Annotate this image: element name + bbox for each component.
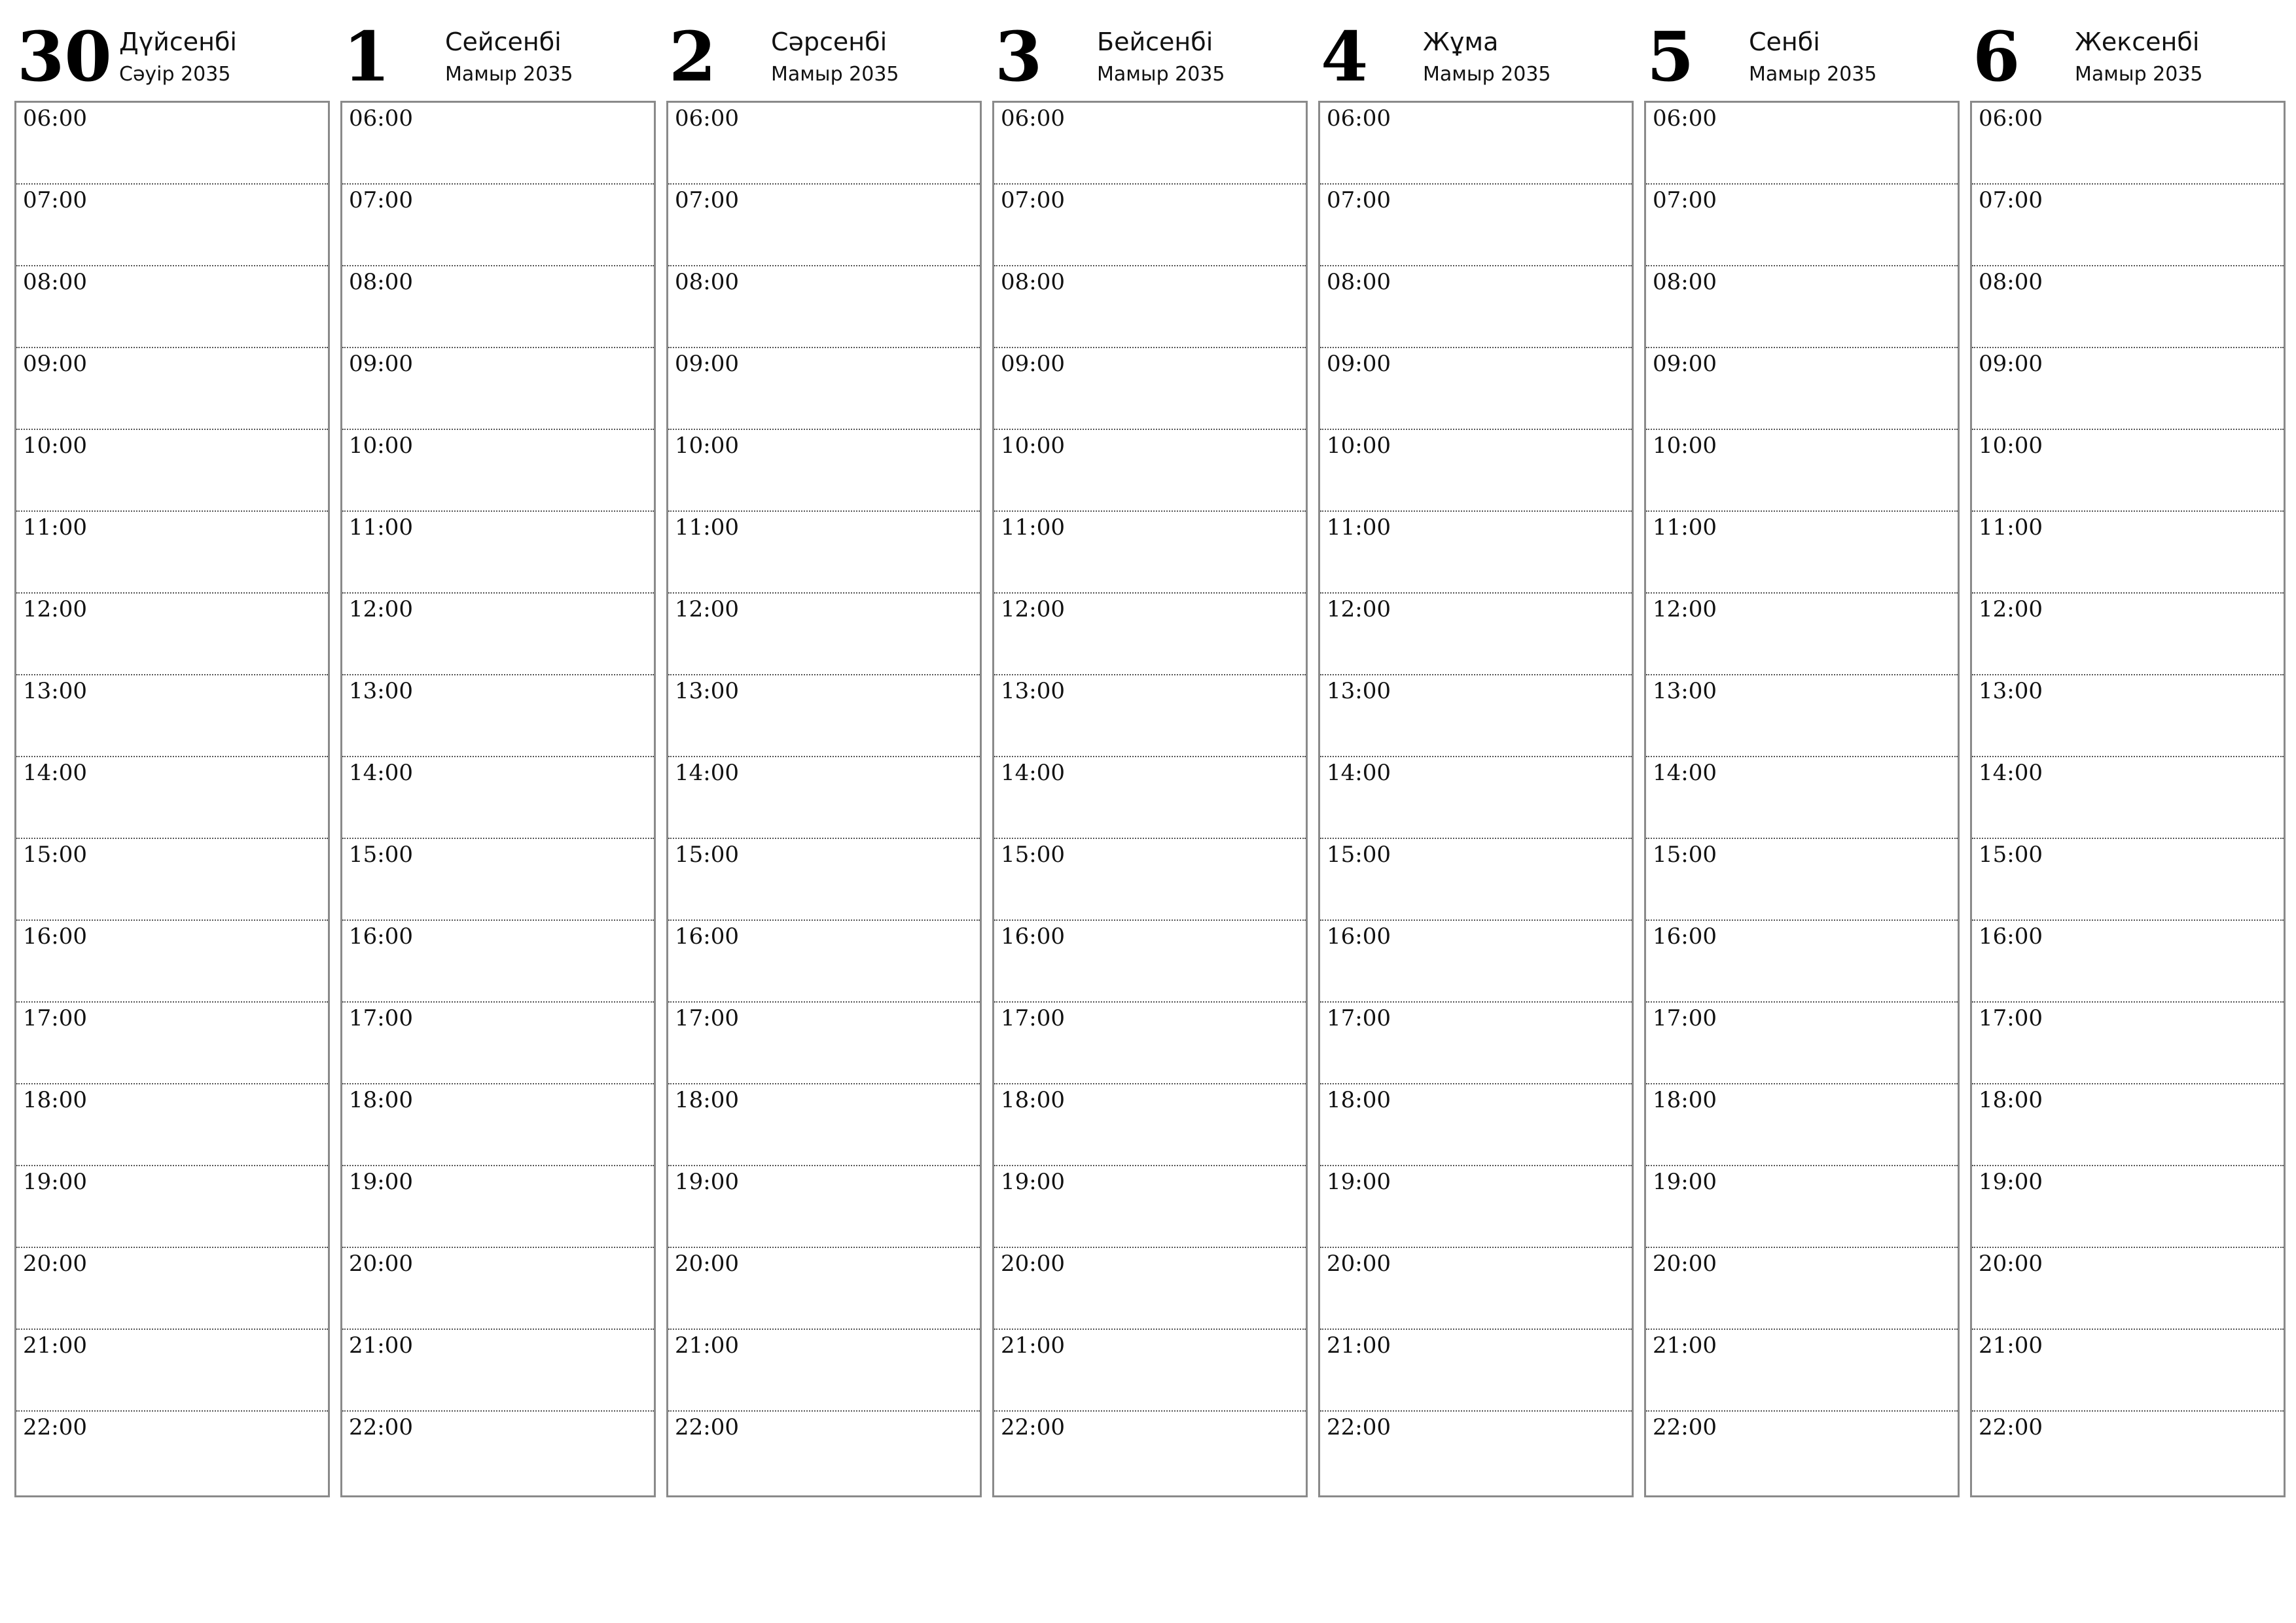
day-schedule-box	[1970, 101, 2286, 1497]
hour-slot[interactable]	[1320, 512, 1632, 594]
hour-label: 21:00	[675, 1332, 739, 1359]
hour-slot[interactable]	[668, 266, 980, 348]
hour-slot[interactable]	[1320, 1003, 1632, 1084]
hour-label: 16:00	[1327, 923, 1391, 950]
hour-slot[interactable]	[994, 757, 1306, 839]
weekly-planner	[14, 0, 2292, 1505]
hour-label: 17:00	[675, 1005, 739, 1031]
hour-label: 15:00	[675, 842, 739, 868]
day-column	[1644, 0, 1958, 1499]
hour-label: 13:00	[1001, 678, 1065, 704]
hour-slot[interactable]	[994, 1412, 1306, 1493]
hour-slot[interactable]	[668, 1003, 980, 1084]
hour-slot[interactable]	[1646, 103, 1958, 185]
hour-label: 10:00	[675, 433, 739, 459]
hour-label: 06:00	[1327, 105, 1391, 132]
hour-slot[interactable]	[1972, 1330, 2284, 1412]
day-column	[666, 0, 980, 1499]
hour-slot[interactable]	[1972, 266, 2284, 348]
hour-label: 22:00	[1653, 1414, 1717, 1440]
hour-label: 17:00	[1327, 1005, 1391, 1031]
hour-slot[interactable]	[1320, 1166, 1632, 1248]
hour-label: 17:00	[1001, 1005, 1065, 1031]
hour-slot[interactable]	[342, 103, 654, 185]
day-header	[340, 0, 655, 99]
hour-slot[interactable]	[16, 839, 328, 921]
hour-label: 14:00	[1327, 760, 1391, 786]
day-number: 2	[669, 16, 717, 97]
day-schedule-box	[1644, 101, 1960, 1497]
day-name: Сейсенбі	[445, 27, 562, 56]
hour-label: 15:00	[1001, 842, 1065, 868]
hour-slot[interactable]	[1320, 266, 1632, 348]
hour-label: 08:00	[1001, 269, 1065, 295]
hour-label: 18:00	[1001, 1087, 1065, 1113]
hour-label: 19:00	[1327, 1169, 1391, 1195]
hour-label: 14:00	[23, 760, 87, 786]
hour-label: 14:00	[1979, 760, 2043, 786]
hour-label: 19:00	[675, 1169, 739, 1195]
hour-label: 13:00	[1327, 678, 1391, 704]
hour-slot[interactable]	[1646, 675, 1958, 757]
hour-slot[interactable]	[1972, 1248, 2284, 1330]
hour-label: 20:00	[675, 1251, 739, 1277]
hour-slot[interactable]	[342, 512, 654, 594]
hour-slot[interactable]	[1320, 430, 1632, 512]
hour-label: 13:00	[349, 678, 413, 704]
hour-label: 07:00	[349, 187, 413, 213]
hour-label: 18:00	[675, 1087, 739, 1113]
day-name: Сәрсенбі	[771, 27, 888, 56]
hour-label: 15:00	[349, 842, 413, 868]
hour-slot[interactable]	[342, 594, 654, 675]
hour-slot[interactable]	[1972, 512, 2284, 594]
hour-label: 10:00	[1001, 433, 1065, 459]
hour-label: 12:00	[1979, 596, 2043, 622]
day-number: 3	[995, 16, 1043, 97]
hour-slot[interactable]	[1320, 757, 1632, 839]
day-month-year: Мамыр 2035	[1423, 63, 1551, 86]
hour-slot[interactable]	[668, 757, 980, 839]
hour-slot[interactable]	[994, 1166, 1306, 1248]
hour-label: 06:00	[1653, 105, 1717, 132]
hour-slot[interactable]	[994, 185, 1306, 266]
hour-label: 08:00	[1979, 269, 2043, 295]
hour-label: 11:00	[1001, 514, 1065, 541]
hour-slot[interactable]	[342, 430, 654, 512]
hour-label: 22:00	[675, 1414, 739, 1440]
hour-slot[interactable]	[1646, 757, 1958, 839]
day-column	[1318, 0, 1632, 1499]
hour-label: 06:00	[349, 105, 413, 132]
hour-slot[interactable]	[342, 1166, 654, 1248]
hour-slot[interactable]	[1320, 1412, 1632, 1493]
day-number: 5	[1647, 16, 1695, 97]
hour-slot[interactable]	[668, 1330, 980, 1412]
hour-label: 15:00	[23, 842, 87, 868]
hour-slot[interactable]	[1646, 348, 1958, 430]
day-month-year: Мамыр 2035	[1097, 63, 1225, 86]
hour-slot[interactable]	[668, 512, 980, 594]
hour-label: 06:00	[675, 105, 739, 132]
hour-slot[interactable]	[1972, 185, 2284, 266]
hour-label: 21:00	[1001, 1332, 1065, 1359]
hour-slot[interactable]	[1646, 839, 1958, 921]
hour-label: 09:00	[349, 351, 413, 377]
hour-label: 12:00	[675, 596, 739, 622]
hour-slot[interactable]	[1320, 185, 1632, 266]
hour-label: 11:00	[1327, 514, 1391, 541]
hour-label: 12:00	[1653, 596, 1717, 622]
hour-slot[interactable]	[342, 675, 654, 757]
hour-label: 07:00	[1001, 187, 1065, 213]
hour-label: 08:00	[349, 269, 413, 295]
hour-slot[interactable]	[342, 1248, 654, 1330]
hour-slot[interactable]	[16, 757, 328, 839]
hour-slot[interactable]	[342, 1412, 654, 1493]
hour-slot[interactable]	[994, 1248, 1306, 1330]
hour-slot[interactable]	[16, 103, 328, 185]
day-number: 1	[343, 16, 391, 97]
hour-slot[interactable]	[342, 839, 654, 921]
hour-slot[interactable]	[1320, 103, 1632, 185]
day-header	[992, 0, 1306, 99]
day-name: Жұма	[1423, 27, 1499, 56]
hour-label: 22:00	[23, 1414, 87, 1440]
hour-slot[interactable]	[668, 1166, 980, 1248]
hour-label: 12:00	[1327, 596, 1391, 622]
day-header	[1318, 0, 1632, 99]
hour-slot[interactable]	[1646, 266, 1958, 348]
day-header	[1644, 0, 1958, 99]
hour-label: 15:00	[1327, 842, 1391, 868]
hour-slot[interactable]	[1646, 185, 1958, 266]
hour-slot[interactable]	[1972, 594, 2284, 675]
hour-slot[interactable]	[1972, 1084, 2284, 1166]
hour-label: 18:00	[23, 1087, 87, 1113]
hour-slot[interactable]	[342, 1330, 654, 1412]
hour-slot[interactable]	[1646, 594, 1958, 675]
hour-label: 09:00	[1001, 351, 1065, 377]
day-month-year: Мамыр 2035	[445, 63, 573, 86]
hour-label: 11:00	[349, 514, 413, 541]
hour-slot[interactable]	[1646, 921, 1958, 1003]
day-schedule-box	[992, 101, 1308, 1497]
hour-slot[interactable]	[1646, 1003, 1958, 1084]
hour-slot[interactable]	[1320, 594, 1632, 675]
hour-slot[interactable]	[994, 921, 1306, 1003]
hour-label: 17:00	[1653, 1005, 1717, 1031]
hour-label: 09:00	[1979, 351, 2043, 377]
hour-slot[interactable]	[1972, 1003, 2284, 1084]
hour-label: 16:00	[23, 923, 87, 950]
hour-label: 10:00	[349, 433, 413, 459]
hour-slot[interactable]	[1320, 348, 1632, 430]
hour-slot[interactable]	[1646, 1084, 1958, 1166]
hour-slot[interactable]	[994, 266, 1306, 348]
hour-slot[interactable]	[994, 1084, 1306, 1166]
hour-label: 09:00	[675, 351, 739, 377]
hour-label: 15:00	[1653, 842, 1717, 868]
hour-slot[interactable]	[1646, 1166, 1958, 1248]
hour-slot[interactable]	[668, 675, 980, 757]
hour-label: 06:00	[1001, 105, 1065, 132]
hour-slot[interactable]	[16, 1084, 328, 1166]
hour-label: 21:00	[1327, 1332, 1391, 1359]
hour-slot[interactable]	[342, 1084, 654, 1166]
hour-label: 18:00	[1979, 1087, 2043, 1113]
hour-label: 19:00	[23, 1169, 87, 1195]
hour-slot[interactable]	[1646, 1412, 1958, 1493]
hour-label: 20:00	[1653, 1251, 1717, 1277]
hour-slot[interactable]	[1972, 839, 2284, 921]
hour-label: 22:00	[349, 1414, 413, 1440]
hour-slot[interactable]	[16, 1412, 328, 1493]
hour-label: 20:00	[1001, 1251, 1065, 1277]
hour-slot[interactable]	[668, 185, 980, 266]
day-month-year: Сәуір 2035	[119, 63, 231, 86]
hour-slot[interactable]	[16, 185, 328, 266]
hour-slot[interactable]	[16, 921, 328, 1003]
hour-slot[interactable]	[668, 348, 980, 430]
hour-label: 06:00	[1979, 105, 2043, 132]
hour-label: 21:00	[1653, 1332, 1717, 1359]
hour-label: 17:00	[349, 1005, 413, 1031]
hour-label: 20:00	[23, 1251, 87, 1277]
hour-slot[interactable]	[342, 266, 654, 348]
hour-slot[interactable]	[1972, 348, 2284, 430]
hour-slot[interactable]	[1320, 1084, 1632, 1166]
hour-label: 09:00	[1327, 351, 1391, 377]
hour-label: 22:00	[1979, 1414, 2043, 1440]
hour-slot[interactable]	[994, 348, 1306, 430]
hour-label: 13:00	[1979, 678, 2043, 704]
hour-label: 22:00	[1001, 1414, 1065, 1440]
hour-label: 21:00	[23, 1332, 87, 1359]
hour-label: 13:00	[1653, 678, 1717, 704]
hour-slot[interactable]	[342, 921, 654, 1003]
hour-label: 12:00	[1001, 596, 1065, 622]
hour-slot[interactable]	[994, 512, 1306, 594]
hour-label: 22:00	[1327, 1414, 1391, 1440]
hour-slot[interactable]	[1646, 1330, 1958, 1412]
hour-slot[interactable]	[668, 594, 980, 675]
hour-slot[interactable]	[668, 103, 980, 185]
hour-slot[interactable]	[1972, 1412, 2284, 1493]
hour-slot[interactable]	[994, 839, 1306, 921]
hour-label: 19:00	[349, 1169, 413, 1195]
hour-slot[interactable]	[1972, 675, 2284, 757]
hour-label: 10:00	[23, 433, 87, 459]
hour-label: 11:00	[675, 514, 739, 541]
hour-label: 18:00	[349, 1087, 413, 1113]
hour-slot[interactable]	[1320, 1248, 1632, 1330]
hour-slot[interactable]	[994, 675, 1306, 757]
day-name: Дүйсенбі	[119, 27, 237, 56]
hour-label: 16:00	[1653, 923, 1717, 950]
day-number: 30	[17, 16, 112, 97]
day-number: 4	[1321, 16, 1369, 97]
hour-slot[interactable]	[1972, 757, 2284, 839]
hour-slot[interactable]	[1646, 430, 1958, 512]
hour-slot[interactable]	[16, 348, 328, 430]
hour-label: 21:00	[349, 1332, 413, 1359]
hour-slot[interactable]	[668, 1412, 980, 1493]
hour-label: 08:00	[1653, 269, 1717, 295]
hour-slot[interactable]	[994, 1330, 1306, 1412]
hour-slot[interactable]	[342, 348, 654, 430]
hour-slot[interactable]	[1320, 921, 1632, 1003]
hour-label: 19:00	[1653, 1169, 1717, 1195]
hour-label: 18:00	[1327, 1087, 1391, 1113]
hour-slot[interactable]	[668, 921, 980, 1003]
day-schedule-box	[1318, 101, 1634, 1497]
hour-label: 14:00	[349, 760, 413, 786]
hour-slot[interactable]	[994, 430, 1306, 512]
hour-label: 07:00	[1653, 187, 1717, 213]
hour-label: 11:00	[23, 514, 87, 541]
hour-label: 10:00	[1979, 433, 2043, 459]
hour-slot[interactable]	[668, 839, 980, 921]
hour-label: 12:00	[349, 596, 413, 622]
hour-slot[interactable]	[1320, 675, 1632, 757]
hour-slot[interactable]	[16, 1248, 328, 1330]
hour-label: 07:00	[23, 187, 87, 213]
hour-slot[interactable]	[16, 594, 328, 675]
hour-slot[interactable]	[668, 1248, 980, 1330]
hour-slot[interactable]	[16, 1330, 328, 1412]
hour-label: 07:00	[1327, 187, 1391, 213]
hour-label: 15:00	[1979, 842, 2043, 868]
hour-slot[interactable]	[16, 675, 328, 757]
hour-label: 19:00	[1001, 1169, 1065, 1195]
hour-label: 11:00	[1653, 514, 1717, 541]
hour-slot[interactable]	[1972, 1166, 2284, 1248]
day-month-year: Мамыр 2035	[1749, 63, 1877, 86]
hour-label: 16:00	[349, 923, 413, 950]
hour-label: 08:00	[675, 269, 739, 295]
hour-label: 12:00	[23, 596, 87, 622]
day-column	[1970, 0, 2284, 1499]
hour-slot[interactable]	[342, 1003, 654, 1084]
day-schedule-box	[340, 101, 656, 1497]
hour-slot[interactable]	[1972, 103, 2284, 185]
hour-label: 17:00	[1979, 1005, 2043, 1031]
hour-label: 08:00	[1327, 269, 1391, 295]
day-column	[340, 0, 655, 1499]
hour-label: 11:00	[1979, 514, 2043, 541]
hour-slot[interactable]	[16, 266, 328, 348]
hour-label: 16:00	[675, 923, 739, 950]
hour-label: 14:00	[1653, 760, 1717, 786]
hour-slot[interactable]	[1972, 430, 2284, 512]
day-header	[666, 0, 980, 99]
hour-slot[interactable]	[668, 1084, 980, 1166]
day-name: Бейсенбі	[1097, 27, 1213, 56]
day-column	[992, 0, 1306, 1499]
hour-slot[interactable]	[1320, 1330, 1632, 1412]
hour-label: 20:00	[349, 1251, 413, 1277]
hour-slot[interactable]	[342, 757, 654, 839]
day-header	[14, 0, 329, 99]
hour-label: 10:00	[1327, 433, 1391, 459]
hour-label: 19:00	[1979, 1169, 2043, 1195]
day-month-year: Мамыр 2035	[2075, 63, 2203, 86]
hour-label: 20:00	[1979, 1251, 2043, 1277]
hour-slot[interactable]	[16, 430, 328, 512]
day-name: Жексенбі	[2075, 27, 2200, 56]
hour-label: 16:00	[1001, 923, 1065, 950]
day-schedule-box	[14, 101, 330, 1497]
hour-slot[interactable]	[1972, 921, 2284, 1003]
hour-slot[interactable]	[1646, 512, 1958, 594]
hour-slot[interactable]	[1646, 1248, 1958, 1330]
hour-slot[interactable]	[342, 185, 654, 266]
hour-slot[interactable]	[668, 430, 980, 512]
hour-label: 10:00	[1653, 433, 1717, 459]
hour-label: 09:00	[1653, 351, 1717, 377]
day-month-year: Мамыр 2035	[771, 63, 899, 86]
day-header	[1970, 0, 2284, 99]
hour-label: 14:00	[1001, 760, 1065, 786]
hour-label: 16:00	[1979, 923, 2043, 950]
hour-label: 18:00	[1653, 1087, 1717, 1113]
hour-slot[interactable]	[994, 103, 1306, 185]
hour-label: 20:00	[1327, 1251, 1391, 1277]
hour-slot[interactable]	[16, 1003, 328, 1084]
hour-label: 13:00	[675, 678, 739, 704]
day-column	[14, 0, 329, 1499]
hour-slot[interactable]	[16, 512, 328, 594]
hour-label: 17:00	[23, 1005, 87, 1031]
hour-slot[interactable]	[16, 1166, 328, 1248]
hour-label: 07:00	[1979, 187, 2043, 213]
hour-label: 06:00	[23, 105, 87, 132]
hour-label: 14:00	[675, 760, 739, 786]
day-number: 6	[1973, 16, 2020, 97]
hour-label: 07:00	[675, 187, 739, 213]
hour-label: 13:00	[23, 678, 87, 704]
hour-label: 08:00	[23, 269, 87, 295]
hour-slot[interactable]	[1320, 839, 1632, 921]
day-name: Сенбі	[1749, 27, 1820, 56]
hour-slot[interactable]	[994, 1003, 1306, 1084]
day-schedule-box	[666, 101, 982, 1497]
hour-slot[interactable]	[994, 594, 1306, 675]
hour-label: 21:00	[1979, 1332, 2043, 1359]
hour-label: 09:00	[23, 351, 87, 377]
